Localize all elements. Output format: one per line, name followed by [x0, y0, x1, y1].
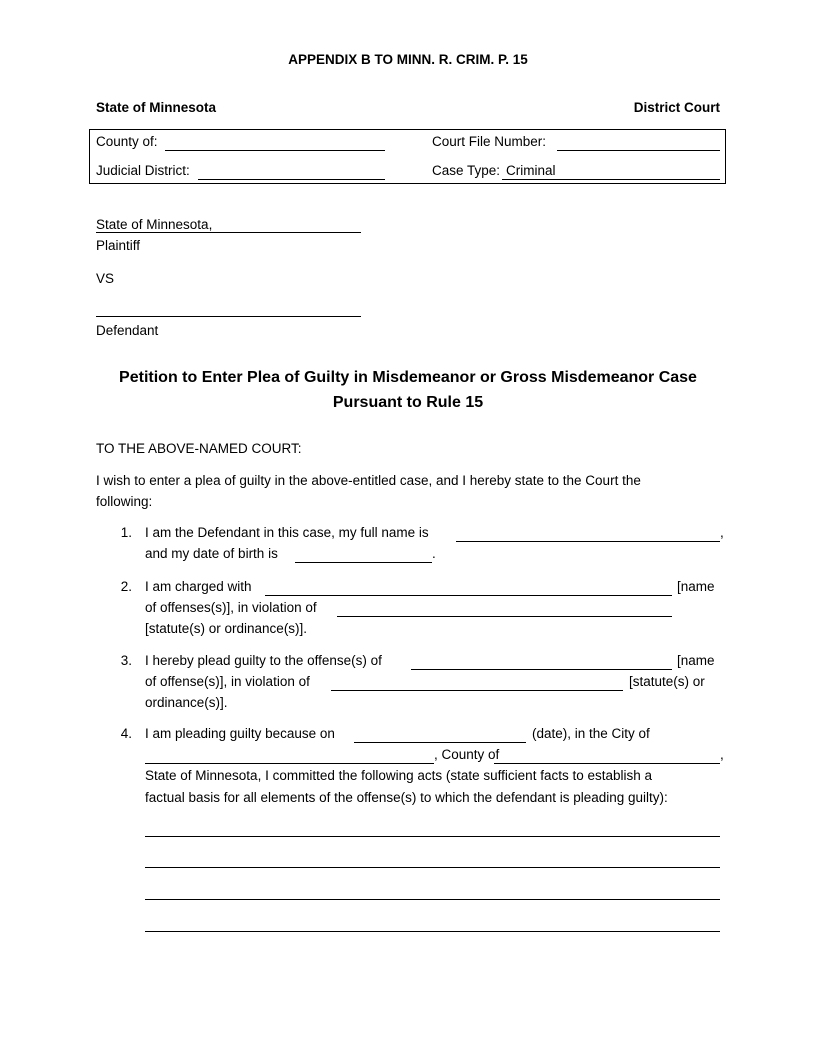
court-file-number-field[interactable] — [557, 150, 720, 151]
item-2-text-b: of offenses(s)], in violation of — [145, 600, 317, 615]
plaintiff-line — [96, 232, 361, 233]
item-4-text-a-mid: (date), in the City of — [532, 726, 650, 741]
offense-date-field[interactable] — [354, 742, 526, 743]
item-1-number: 1. — [120, 525, 132, 540]
full-name-field[interactable] — [456, 541, 720, 542]
factual-basis-line-1[interactable] — [145, 836, 720, 837]
item-3-text-b: of offense(s)], in violation of — [145, 674, 310, 689]
judicial-district-field[interactable] — [198, 179, 385, 180]
case-type-field[interactable] — [502, 179, 720, 180]
charged-statute-field[interactable] — [337, 616, 672, 617]
intro-line-2: following: — [96, 494, 153, 509]
case-type-value: Criminal — [506, 163, 556, 178]
intro-line-1: I wish to enter a plea of guilty in the above-entitled case, and I hereby state to the Court the — [96, 473, 641, 488]
factual-basis-line-3[interactable] — [145, 899, 720, 900]
city-field[interactable] — [145, 763, 434, 764]
appendix-title: APPENDIX B TO MINN. R. CRIM. P. 15 — [288, 52, 528, 67]
item-3-number: 3. — [120, 653, 132, 668]
item-1-text-b: and my date of birth is — [145, 546, 278, 561]
plea-statute-field[interactable] — [331, 690, 623, 691]
item-4-number: 4. — [120, 726, 132, 741]
defendant-label: Defendant — [96, 323, 159, 338]
county-of-offense-field[interactable] — [494, 763, 720, 764]
item-4-text-b-mid: , County of — [434, 747, 500, 762]
factual-basis-line-2[interactable] — [145, 867, 720, 868]
county-label: County of: — [96, 134, 158, 149]
judicial-district-label: Judicial District: — [96, 163, 190, 178]
item-3-text-b-end: [statute(s) or — [629, 674, 705, 689]
item-3-text-c: ordinance(s)]. — [145, 695, 228, 710]
county-field[interactable] — [165, 150, 385, 151]
item-1-period: . — [432, 546, 436, 561]
item-3-text-a-end: [name — [677, 653, 715, 668]
salutation: TO THE ABOVE-NAMED COURT: — [96, 441, 302, 456]
item-2-number: 2. — [120, 579, 132, 594]
court-file-number-label: Court File Number: — [432, 134, 547, 149]
state-heading: State of Minnesota — [96, 100, 217, 115]
plaintiff-name: State of Minnesota, — [96, 217, 213, 232]
versus-label: VS — [96, 271, 115, 286]
item-2-text-a: I am charged with — [145, 579, 252, 594]
item-2-text-c: [statute(s) or ordinance(s)]. — [145, 621, 308, 636]
petition-title-line1: Petition to Enter Plea of Guilty in Misdemeanor or Gross Misdemeanor Case — [119, 369, 697, 386]
plea-offense-field[interactable] — [411, 669, 672, 670]
factual-basis-line-4[interactable] — [145, 931, 720, 932]
item-3-text-a: I hereby plead guilty to the offense(s) of — [145, 653, 382, 668]
case-type-label: Case Type: — [432, 163, 501, 178]
petition-title-line2: Pursuant to Rule 15 — [332, 394, 484, 411]
item-4-text-d: factual basis for all elements of the offense(s) to which the defendant is pleading guilty): — [145, 790, 668, 805]
defendant-name-field[interactable] — [96, 316, 361, 317]
court-heading: District Court — [633, 100, 720, 115]
date-of-birth-field[interactable] — [295, 562, 432, 563]
item-1-text-a: I am the Defendant in this case, my full name is — [145, 525, 429, 540]
item-4-text-b-end: , — [720, 747, 724, 762]
charged-offenses-field[interactable] — [265, 595, 672, 596]
item-4-text-c: State of Minnesota, I committed the following acts (state sufficient facts to establish a — [145, 768, 653, 783]
item-1-comma: , — [720, 525, 724, 540]
item-2-text-a-end: [name — [677, 579, 715, 594]
plaintiff-label: Plaintiff — [96, 238, 141, 253]
item-4-text-a: I am pleading guilty because on — [145, 726, 335, 741]
